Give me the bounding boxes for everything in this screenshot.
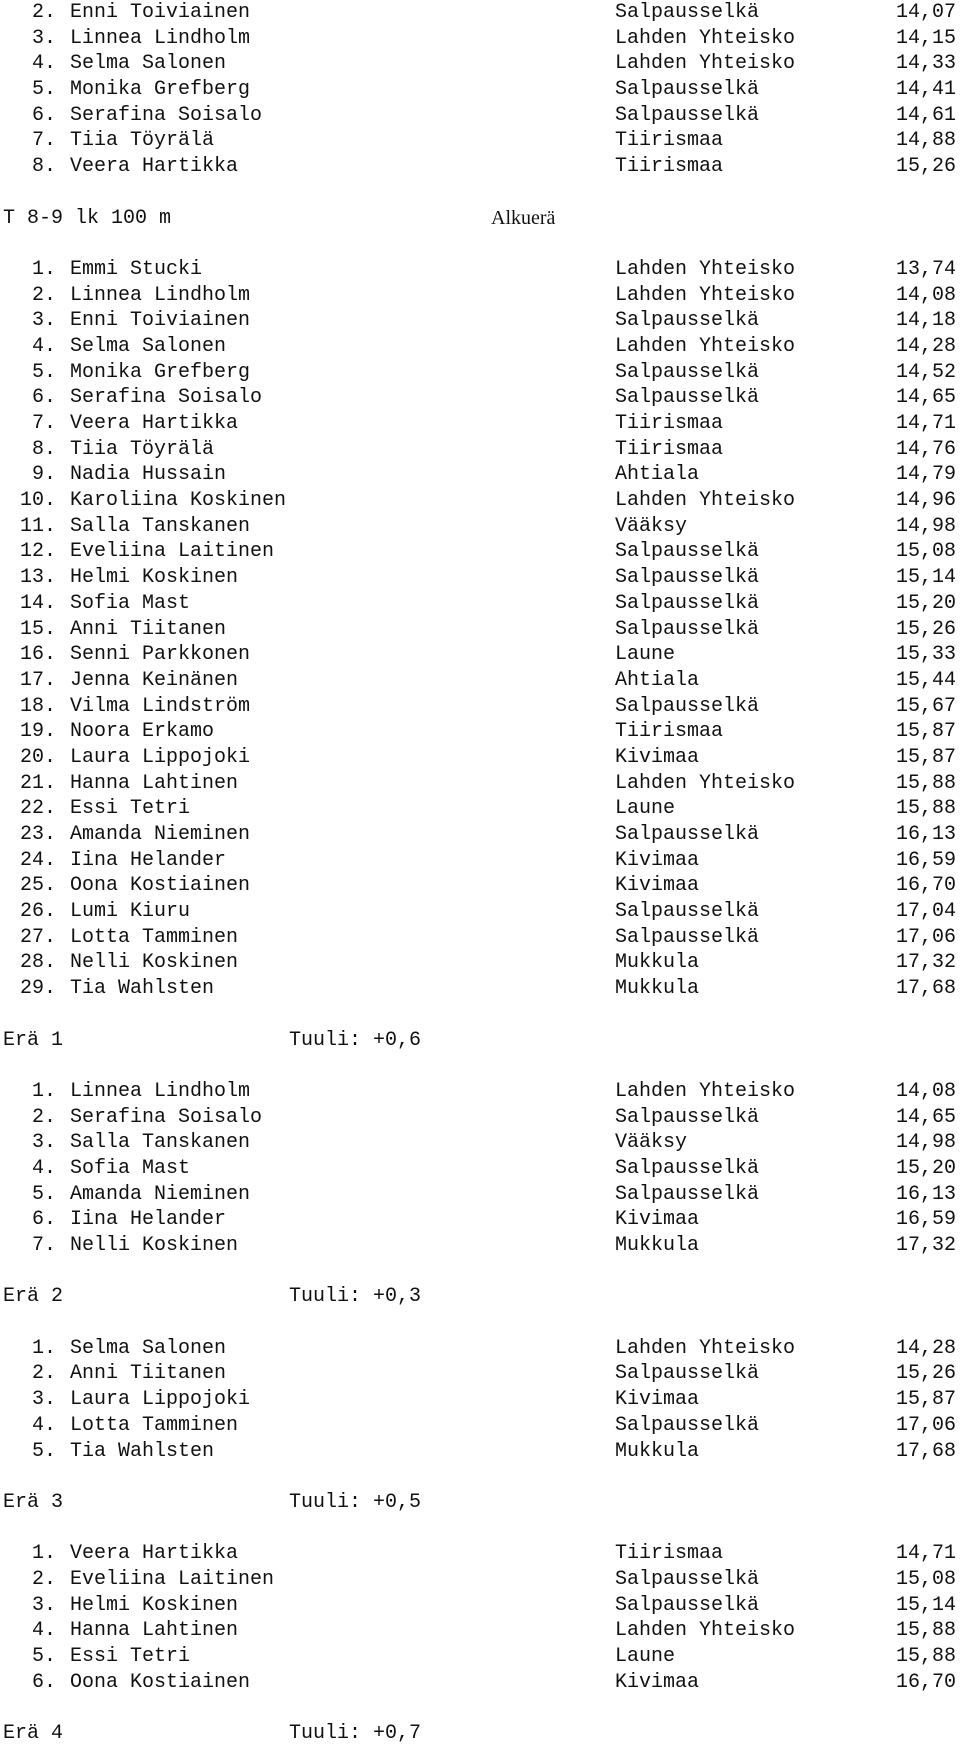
blank-line <box>0 1053 960 1079</box>
result-row <box>0 899 960 925</box>
club-name: Salpausselkä <box>615 900 760 924</box>
result-rank: 3. <box>31 26 56 50</box>
result-rank: 5. <box>31 360 56 384</box>
club-name: Kivimaa <box>615 1670 700 1694</box>
result-rank: 19. <box>19 720 56 744</box>
club-name: Salpausselkä <box>615 925 760 949</box>
club-name: Lahden Yhteisko <box>615 1336 796 1360</box>
wind-reading: Tuuli: +0,3 <box>289 1285 422 1309</box>
athlete-name: Essi Tetri <box>70 797 191 821</box>
club-name: Tiirismaa <box>615 412 724 435</box>
result-time: 15,88 <box>895 771 956 795</box>
athlete-name: Veera Hartikka <box>70 155 239 179</box>
result-rank: 13. <box>19 566 56 590</box>
result-rank: 23. <box>19 823 56 846</box>
event-title: T 8-9 lk 100 m <box>3 206 172 230</box>
result-row <box>0 103 960 129</box>
blank-line <box>0 1516 960 1542</box>
result-rank: 6. <box>31 386 56 410</box>
result-row <box>0 0 960 26</box>
result-time: 14,96 <box>895 489 956 513</box>
result-row <box>0 1233 960 1259</box>
club-name: Lahden Yhteisko <box>615 52 796 76</box>
athlete-name: Laura Lippojoki <box>70 1388 251 1412</box>
athlete-name: Lumi Kiuru <box>70 900 191 924</box>
result-time: 14,33 <box>895 52 956 76</box>
result-time: 16,70 <box>895 874 956 898</box>
result-rank: 5. <box>31 1439 56 1463</box>
athlete-name: Selma Salonen <box>70 52 227 76</box>
result-row <box>0 411 960 437</box>
athlete-name: Emmi Stucki <box>70 257 203 281</box>
result-row <box>0 26 960 52</box>
result-rank: 27. <box>19 925 56 949</box>
athlete-name: Nadia Hussain <box>70 463 227 487</box>
result-time: 17,32 <box>895 951 956 975</box>
athlete-name: Tia Wahlsten <box>70 1439 215 1463</box>
athlete-name: Tiia Töyrälä <box>70 129 215 153</box>
result-row <box>0 514 960 540</box>
result-rank: 4. <box>31 1619 56 1643</box>
club-name: Mukkula <box>615 1234 700 1257</box>
result-rank: 1. <box>31 257 56 281</box>
club-name: Salpausselkä <box>615 1362 760 1386</box>
result-rank: 14. <box>19 591 56 615</box>
wind-reading: Tuuli: +0,7 <box>289 1722 422 1746</box>
club-name: Lahden Yhteisko <box>615 1619 796 1643</box>
club-name: Laune <box>615 643 676 667</box>
blank-line <box>0 1464 960 1490</box>
club-name: Tiirismaa <box>615 437 724 461</box>
result-row <box>0 1105 960 1131</box>
result-row <box>0 1670 960 1696</box>
result-row <box>0 642 960 668</box>
result-time: 15,14 <box>895 1593 956 1617</box>
athlete-name: Senni Parkkonen <box>70 643 251 667</box>
result-time: 14,79 <box>895 463 956 487</box>
blank-line <box>0 1310 960 1336</box>
result-time: 14,65 <box>895 386 956 410</box>
heat-header <box>0 1490 960 1516</box>
result-row <box>0 848 960 874</box>
club-name: Ahtiala <box>615 463 700 487</box>
result-rank: 10. <box>19 489 56 513</box>
athlete-name: Salla Tanskanen <box>70 1131 251 1155</box>
athlete-name: Eveliina Laitinen <box>70 540 275 564</box>
blank-line <box>0 1002 960 1028</box>
club-name: Salpausselkä <box>615 617 760 641</box>
result-rank: 2. <box>31 1 56 24</box>
club-name: Salpausselkä <box>615 78 760 102</box>
result-row <box>0 1079 960 1105</box>
result-row <box>0 257 960 283</box>
result-time: 17,06 <box>895 1413 956 1437</box>
result-row <box>0 617 960 643</box>
result-time: 14,08 <box>895 1079 956 1103</box>
result-row <box>0 873 960 899</box>
result-rank: 6. <box>31 1208 56 1232</box>
athlete-name: Vilma Lindström <box>70 694 251 718</box>
club-name: Salpausselkä <box>615 1105 760 1129</box>
result-row <box>0 976 960 1002</box>
result-row <box>0 796 960 822</box>
result-row <box>0 308 960 334</box>
blank-line <box>0 1259 960 1285</box>
result-row <box>0 385 960 411</box>
result-rank: 2. <box>31 1362 56 1386</box>
result-row <box>0 1644 960 1670</box>
result-row <box>0 1387 960 1413</box>
club-name: Tiirismaa <box>615 720 724 744</box>
athlete-name: Veera Hartikka <box>70 1542 239 1566</box>
result-rank: 3. <box>31 1593 56 1617</box>
club-name: Kivimaa <box>615 848 700 872</box>
athlete-name: Amanda Nieminen <box>70 823 251 846</box>
athlete-name: Hanna Lahtinen <box>70 771 239 795</box>
club-name: Salpausselkä <box>615 386 760 410</box>
heat-header <box>0 1284 960 1310</box>
result-time: 15,20 <box>895 591 956 615</box>
result-time: 15,26 <box>895 155 956 179</box>
athlete-name: Helmi Koskinen <box>70 1593 239 1617</box>
result-rank: 4. <box>31 1413 56 1437</box>
result-row <box>0 1130 960 1156</box>
athlete-name: Eveliina Laitinen <box>70 1567 275 1591</box>
result-row <box>0 488 960 514</box>
result-time: 16,13 <box>895 1182 956 1206</box>
result-rank: 9. <box>31 463 56 487</box>
result-row <box>0 128 960 154</box>
result-rank: 1. <box>31 1336 56 1360</box>
result-time: 14,28 <box>895 1336 956 1360</box>
club-name: Lahden Yhteisko <box>615 1079 796 1103</box>
result-row <box>0 1593 960 1619</box>
athlete-name: Laura Lippojoki <box>70 745 251 769</box>
result-time: 14,88 <box>895 129 956 153</box>
result-rank: 16. <box>19 643 56 667</box>
result-rank: 17. <box>19 668 56 692</box>
result-row <box>0 822 960 848</box>
result-row <box>0 1207 960 1233</box>
result-time: 14,07 <box>895 1 956 24</box>
club-name: Lahden Yhteisko <box>615 283 796 307</box>
result-rank: 28. <box>19 951 56 975</box>
result-time: 15,67 <box>895 694 956 718</box>
result-row <box>0 360 960 386</box>
club-name: Salpausselkä <box>615 1 760 24</box>
club-name: Salpausselkä <box>615 1182 760 1206</box>
result-time: 14,08 <box>895 283 956 307</box>
club-name: Salpausselkä <box>615 540 760 564</box>
result-row <box>0 1567 960 1593</box>
athlete-name: Nelli Koskinen <box>70 1234 239 1257</box>
club-name: Salpausselkä <box>615 309 760 333</box>
club-name: Salpausselkä <box>615 360 760 384</box>
heat-header <box>0 1721 960 1747</box>
result-rank: 15. <box>19 617 56 641</box>
athlete-name: Tiia Töyrälä <box>70 437 215 461</box>
club-name: Tiirismaa <box>615 1542 724 1566</box>
athlete-name: Oona Kostiainen <box>70 874 251 898</box>
club-name: Kivimaa <box>615 1208 700 1232</box>
club-name: Lahden Yhteisko <box>615 257 796 281</box>
result-rank: 22. <box>19 797 56 821</box>
club-name: Ahtiala <box>615 668 700 692</box>
result-time: 14,18 <box>895 309 956 333</box>
result-row <box>0 745 960 771</box>
club-name: Salpausselkä <box>615 823 760 846</box>
athlete-name: Essi Tetri <box>70 1645 191 1668</box>
blank-line <box>0 1695 960 1721</box>
athlete-name: Selma Salonen <box>70 334 227 358</box>
wind-reading: Tuuli: +0,6 <box>289 1028 422 1052</box>
result-row <box>0 1439 960 1465</box>
athlete-name: Lotta Tamminen <box>70 1413 239 1437</box>
blank-line <box>0 231 960 257</box>
athlete-name: Serafina Soisalo <box>70 103 263 127</box>
result-time: 15,87 <box>895 1388 956 1412</box>
club-name: Mukkula <box>615 951 700 975</box>
result-time: 15,08 <box>895 1567 956 1591</box>
result-row <box>0 668 960 694</box>
result-time: 14,71 <box>895 1542 956 1566</box>
athlete-name: Anni Tiitanen <box>70 617 227 641</box>
result-rank: 2. <box>31 1105 56 1129</box>
heat-label: Erä 1 <box>3 1028 64 1052</box>
result-row <box>0 539 960 565</box>
result-rank: 3. <box>31 309 56 333</box>
club-name: Mukkula <box>615 1439 700 1463</box>
result-row <box>0 1156 960 1182</box>
club-name: Salpausselkä <box>615 1156 760 1180</box>
result-row <box>0 1336 960 1362</box>
athlete-name: Jenna Keinänen <box>70 668 239 692</box>
wind-reading: Tuuli: +0,5 <box>289 1490 422 1514</box>
result-rank: 8. <box>31 437 56 461</box>
athlete-name: Enni Toiviainen <box>70 1 251 24</box>
club-name: Lahden Yhteisko <box>615 26 796 50</box>
result-rank: 2. <box>31 283 56 307</box>
result-rank: 6. <box>31 103 56 127</box>
athlete-name: Noora Erkamo <box>70 720 215 744</box>
athlete-name: Enni Toiviainen <box>70 309 251 333</box>
result-time: 15,88 <box>895 1645 956 1668</box>
round-label: Alkuerä <box>491 206 556 229</box>
result-row <box>0 719 960 745</box>
result-row <box>0 771 960 797</box>
blank-line <box>0 180 960 206</box>
athlete-name: Oona Kostiainen <box>70 1670 251 1694</box>
result-rank: 8. <box>31 155 56 179</box>
club-name: Kivimaa <box>615 1388 700 1412</box>
result-time: 14,15 <box>895 26 956 50</box>
result-rank: 29. <box>19 977 56 1001</box>
result-rank: 25. <box>19 874 56 898</box>
athlete-name: Helmi Koskinen <box>70 566 239 590</box>
result-time: 15,20 <box>895 1156 956 1180</box>
club-name: Vääksy <box>615 1131 688 1155</box>
athlete-name: Veera Hartikka <box>70 412 239 435</box>
result-rank: 4. <box>31 334 56 358</box>
athlete-name: Tia Wahlsten <box>70 977 215 1001</box>
result-row <box>0 334 960 360</box>
heat-label: Erä 4 <box>3 1722 64 1746</box>
result-time: 14,41 <box>895 78 956 102</box>
athlete-name: Serafina Soisalo <box>70 1105 263 1129</box>
result-row <box>0 77 960 103</box>
result-row <box>0 154 960 180</box>
result-time: 13,74 <box>895 257 956 281</box>
athlete-name: Sofia Mast <box>70 1156 191 1180</box>
athlete-name: Linnea Lindholm <box>70 1079 251 1103</box>
club-name: Lahden Yhteisko <box>615 771 796 795</box>
result-row <box>0 51 960 77</box>
club-name: Salpausselkä <box>615 1593 760 1617</box>
club-name: Salpausselkä <box>615 1567 760 1591</box>
result-time: 15,08 <box>895 540 956 564</box>
athlete-name: Serafina Soisalo <box>70 386 263 410</box>
result-time: 15,14 <box>895 566 956 590</box>
result-rank: 2. <box>31 1567 56 1591</box>
result-time: 14,28 <box>895 334 956 358</box>
result-time: 17,68 <box>895 1439 956 1463</box>
result-time: 15,87 <box>895 720 956 744</box>
result-time: 16,70 <box>895 1670 956 1694</box>
result-time: 17,68 <box>895 977 956 1001</box>
result-time: 17,04 <box>895 900 956 924</box>
club-name: Tiirismaa <box>615 129 724 153</box>
result-rank: 7. <box>31 129 56 153</box>
result-rank: 5. <box>31 78 56 102</box>
athlete-name: Hanna Lahtinen <box>70 1619 239 1643</box>
result-time: 14,61 <box>895 103 956 127</box>
athlete-name: Lotta Tamminen <box>70 925 239 949</box>
athlete-name: Linnea Lindholm <box>70 283 251 307</box>
result-time: 17,32 <box>895 1234 956 1257</box>
club-name: Kivimaa <box>615 874 700 898</box>
result-row <box>0 283 960 309</box>
club-name: Laune <box>615 797 676 821</box>
result-rank: 5. <box>31 1182 56 1206</box>
athlete-name: Nelli Koskinen <box>70 951 239 975</box>
club-name: Vääksy <box>615 514 688 538</box>
club-name: Mukkula <box>615 977 700 1001</box>
club-name: Salpausselkä <box>615 566 760 590</box>
result-time: 14,52 <box>895 360 956 384</box>
section-header <box>0 206 960 232</box>
result-row <box>0 1182 960 1208</box>
athlete-name: Monika Grefberg <box>70 78 251 102</box>
result-rank: 24. <box>19 848 56 872</box>
result-time: 14,98 <box>895 1131 956 1155</box>
result-row <box>0 1413 960 1439</box>
result-row <box>0 925 960 951</box>
result-rank: 3. <box>31 1388 56 1412</box>
result-time: 14,65 <box>895 1105 956 1129</box>
result-time: 15,88 <box>895 1619 956 1643</box>
heat-label: Erä 3 <box>3 1490 64 1514</box>
result-rank: 26. <box>19 900 56 924</box>
result-time: 15,33 <box>895 643 956 667</box>
athlete-name: Iina Helander <box>70 1208 227 1232</box>
club-name: Lahden Yhteisko <box>615 334 796 358</box>
result-rank: 4. <box>31 52 56 76</box>
result-row <box>0 1361 960 1387</box>
result-row <box>0 462 960 488</box>
result-rank: 7. <box>31 412 56 435</box>
athlete-name: Monika Grefberg <box>70 360 251 384</box>
athlete-name: Amanda Nieminen <box>70 1182 251 1206</box>
athlete-name: Iina Helander <box>70 848 227 872</box>
result-time: 15,88 <box>895 797 956 821</box>
club-name: Salpausselkä <box>615 591 760 615</box>
result-time: 15,44 <box>895 668 956 692</box>
result-row <box>0 950 960 976</box>
result-time: 17,06 <box>895 925 956 949</box>
result-rank: 1. <box>31 1079 56 1103</box>
result-time: 15,26 <box>895 617 956 641</box>
result-rank: 5. <box>31 1645 56 1668</box>
result-rank: 7. <box>31 1234 56 1257</box>
club-name: Salpausselkä <box>615 1413 760 1437</box>
athlete-name: Karoliina Koskinen <box>70 489 287 513</box>
result-time: 16,13 <box>895 823 956 846</box>
heat-header <box>0 1028 960 1054</box>
club-name: Kivimaa <box>615 745 700 769</box>
result-row <box>0 1541 960 1567</box>
result-row <box>0 437 960 463</box>
athlete-name: Sofia Mast <box>70 591 191 615</box>
result-rank: 11. <box>19 514 56 538</box>
result-row <box>0 565 960 591</box>
result-time: 16,59 <box>895 848 956 872</box>
result-time: 16,59 <box>895 1208 956 1232</box>
club-name: Salpausselkä <box>615 694 760 718</box>
athlete-name: Salla Tanskanen <box>70 514 251 538</box>
result-rank: 18. <box>19 694 56 718</box>
heat-label: Erä 2 <box>3 1285 64 1309</box>
athlete-name: Linnea Lindholm <box>70 26 251 50</box>
result-time: 15,26 <box>895 1362 956 1386</box>
athlete-name: Selma Salonen <box>70 1336 227 1360</box>
result-time: 14,76 <box>895 437 956 461</box>
club-name: Salpausselkä <box>615 103 760 127</box>
result-row <box>0 694 960 720</box>
club-name: Tiirismaa <box>615 155 724 179</box>
result-rank: 20. <box>19 745 56 769</box>
result-time: 14,98 <box>895 514 956 538</box>
result-rank: 3. <box>31 1131 56 1155</box>
result-time: 15,87 <box>895 745 956 769</box>
result-time: 14,71 <box>895 412 956 435</box>
result-rank: 6. <box>31 1670 56 1694</box>
athlete-name: Anni Tiitanen <box>70 1362 227 1386</box>
result-row <box>0 591 960 617</box>
result-rank: 21. <box>19 771 56 795</box>
result-rank: 1. <box>31 1542 56 1566</box>
club-name: Lahden Yhteisko <box>615 489 796 513</box>
result-row <box>0 1618 960 1644</box>
club-name: Laune <box>615 1645 676 1668</box>
result-rank: 4. <box>31 1156 56 1180</box>
result-rank: 12. <box>19 540 56 564</box>
